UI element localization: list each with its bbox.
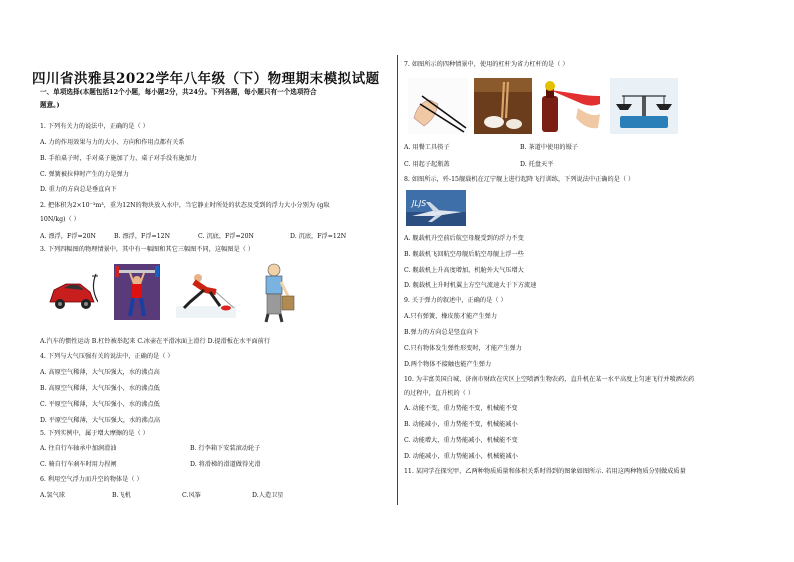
q7-stem: 7. 如图所示的四种情景中，使用的杠杆为省力杠杆的是（ ） [404,61,569,68]
section1-heading-line2: 题意。) [40,101,60,109]
q5-option-c: C. 骑自行车刹车时用力捏闸 [40,461,117,468]
exam-title: 四川省洪雅县2022学年八年级（下）物理期末模拟试题 [32,71,380,87]
q7-options-row2 [404,161,553,169]
q4-stem: 4. 下列与大气压强有关的说法中，正确的是（ ） [40,353,174,360]
q9-stem: 9. 关于弹力的叙述中，正确的是（ ） [404,297,507,304]
right-column [404,0,756,562]
q10-stem-line2: 的过程中，直升机的（ ） [404,390,475,397]
q7-option-b: B. 茶道中使用的镊子 [520,144,578,151]
q4-option-c: C. 平原空气稀薄，大气压强小，水的沸点低 [40,401,160,408]
q9-option-a: A.只有弹簧、橡皮筋才能产生弹力 [404,313,498,320]
section1-heading-line1: 一、单项选择(本题包括12个小题，每小题2分，共24分。下列各题，每小题只有一个选项符合 [40,88,317,96]
q8-option-c: C. 舰载机上升高度增加，机舱外大气压增大 [404,267,524,274]
q2-option-a: A. 漂浮，F浮=20N [40,233,96,240]
balance-scale-picture [610,78,678,134]
q10-option-b: B. 动能减小，重力势能不变，机械能减小 [404,421,518,428]
q7-option-d: D. 托盘天平 [520,161,554,168]
q5-option-b: B. 行李箱下安装滚动轮子 [190,445,261,452]
q6-option-d: D.人造卫星 [252,492,284,499]
q3-stem: 3. 下列四幅图的物理情景中，其中有一幅图和其它三幅图不同，这幅图是（ ） [40,246,255,253]
q9-option-c: C.只有物体发生弹性形变时，才能产生弹力 [404,345,522,352]
q1-option-d: D. 重力的方向总是垂直向下 [40,186,117,193]
q2-option-b: B. 漂浮，F浮=12N [114,233,170,240]
q6-option-b: B.飞机 [112,492,131,499]
q5-options-row2 [40,461,261,469]
q5-options-row1 [40,445,260,453]
curling-picture [176,268,236,318]
q2-option-d: D. 沉底，F浮=12N [290,233,347,240]
race-car-picture [46,268,98,316]
q7-options-row1 [404,144,578,152]
q10-option-a: A. 动能不变，重力势能不变，机械能不变 [404,405,518,412]
q5-option-d: D. 将滑梯的滑道做得光滑 [190,461,261,468]
q2-option-c: C. 沉底，F浮=20N [198,233,254,240]
q1-option-b: B. 手拍桌子时，手对桌子施加了力，桌子对手没有施加力 [40,155,197,162]
q11-stem: 11. 某同学在探究甲、乙两种物质质量和体积关系时得到的图象如图所示. 若用这两种物质分别做成质量 [404,468,686,475]
chopsticks-picture [408,78,468,134]
q10-stem-line1: 10. 为丰富美国白城，济南市财政在灾区上空喷洒生物农药，直升机在某一水平高度上匀速飞行并喷洒农药 [404,376,695,383]
q3-options: A.汽车的惯性运动 B.杠铃被举起来 C.冰壶在平滑冰面上滑行 D.提滑板在水平面前行 [40,338,271,345]
q8-option-d: D. 舰载机上升时机翼上方空气流速大于下方流速 [404,282,537,289]
q2-stem-line1: 2. 把体积为2×10⁻³m³，重为12N的物块放入水中，当它静止时所处的状态及受到的浮力大小分别为 (g取 [40,202,330,209]
q2-stem-line2: 10N/kg)（ ） [40,216,80,223]
q6-option-c: C.风筝 [182,492,201,499]
q7-option-c: C. 用起子起瓶盖 [404,161,450,168]
q8-stem: 8. 如图所示，歼-15舰载机在辽宁舰上进行起降飞行训练，下列说法中正确的是（ ） [404,176,635,183]
q6-options [40,492,283,500]
bottle-opener-picture [538,78,604,134]
q7-option-a: A. 用餐工具筷子 [404,144,450,151]
carrier-jet-picture [406,190,466,226]
q8-option-b: B. 舰载机飞回航空母舰后航空母舰上浮一些 [404,251,524,258]
q4-option-b: B. 高原空气稀薄，大气压强小，水的沸点低 [40,385,160,392]
svg-text:JLJS: JLJS [412,199,427,208]
left-column [40,0,390,562]
q4-option-d: D. 平原空气稀薄，大气压强大，水的沸点高 [40,417,161,424]
q8-option-a: A. 舰载机升空前后航空母舰受到的浮力不变 [404,235,524,242]
q10-option-d: D. 动能减小，重力势能减小，机械能减小 [404,453,518,460]
weightlifter-picture [114,264,160,320]
q1-option-c: C. 弹簧被拉伸时产生的力是弹力 [40,171,129,178]
column-divider [397,55,398,505]
q6-stem: 6. 利用空气浮力而升空的物体是（ ） [40,476,143,483]
q1-option-a: A. 力的作用效果与力的大小、方向和作用点都有关系 [40,139,185,146]
q9-option-b: B.弹力的方向总是竖直向下 [404,329,479,336]
q2-options [40,233,346,241]
tea-tweezers-picture [474,78,532,134]
q9-option-d: D.两个物体不接触也能产生弹力 [404,361,492,368]
q4-option-a: A. 高原空气稀薄，大气压强大，水的沸点高 [40,369,160,376]
q6-option-a: A.氢气球 [40,492,65,499]
q10-option-c: C. 动能增大，重力势能减小，机械能不变 [404,437,518,444]
q5-option-a: A. 往自行车轴承中加润滑油 [40,445,117,452]
q1-stem: 1. 下列有关力的说法中，正确的是（ ） [40,123,149,130]
person-with-bag-picture [252,262,298,324]
q5-stem: 5. 下列实例中，属于增大摩擦的是（ ） [40,430,149,437]
